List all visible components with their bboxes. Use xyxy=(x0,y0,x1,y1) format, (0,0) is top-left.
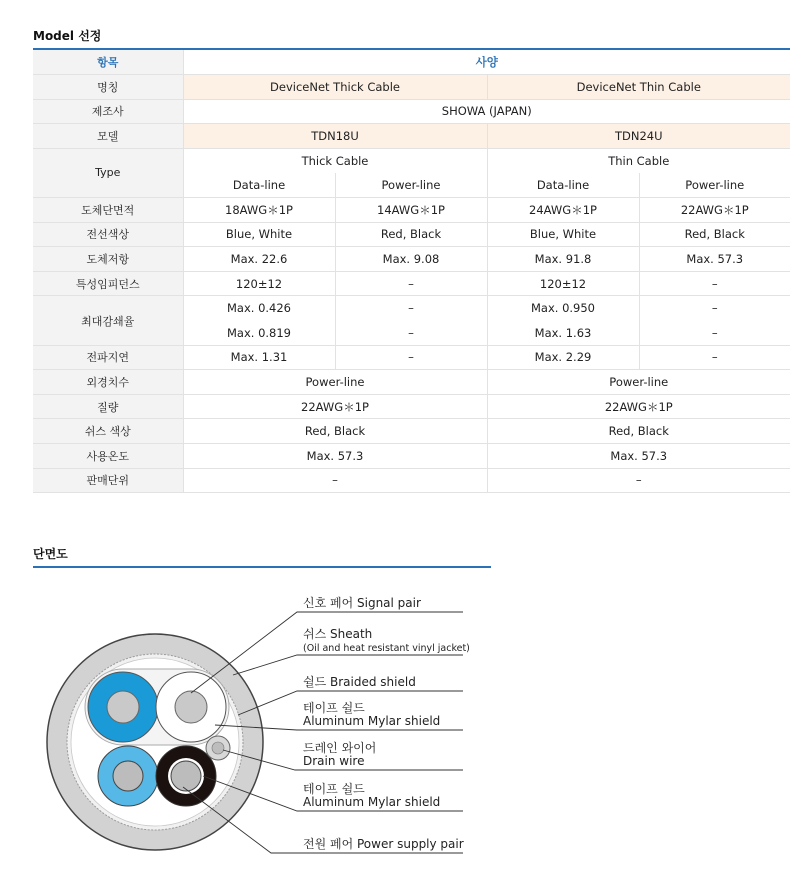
cell: Data-line xyxy=(183,173,335,198)
table-row-maker xyxy=(33,99,790,124)
label-signal-pair: 신호 페어 Signal pair xyxy=(303,596,421,610)
cell-thin: TDN24U xyxy=(487,124,790,149)
table-header-row xyxy=(33,50,790,75)
cell: 14AWG＊1P xyxy=(335,198,487,223)
table-row-type xyxy=(33,148,790,173)
row-label: 판매단위 xyxy=(33,468,183,493)
section-rule xyxy=(33,566,491,568)
cell: Red, Black xyxy=(639,222,790,247)
cell-maker: SHOWA (JAPAN) xyxy=(183,99,790,124)
cell: Blue, White xyxy=(487,222,639,247)
cell: Max. 1.63 xyxy=(487,321,639,346)
table-row-outer-dim xyxy=(33,370,790,395)
power-conductor xyxy=(171,761,201,791)
table-row-attenuation xyxy=(33,296,790,321)
cell-thin: 22AWG＊1P xyxy=(487,394,790,419)
table-row-model xyxy=(33,124,790,149)
cell: – xyxy=(335,296,487,321)
cell: Max. 1.31 xyxy=(183,345,335,370)
cell: Max. 9.08 xyxy=(335,247,487,272)
table-row-delay xyxy=(33,345,790,370)
row-label: 전파지연 xyxy=(33,345,183,370)
row-label: 도체저항 xyxy=(33,247,183,272)
cell: Power-line xyxy=(639,173,790,198)
cell: 120±12 xyxy=(487,271,639,296)
label-sheath-note: (Oil and heat resistant vinyl jacket) xyxy=(303,643,470,654)
row-label: 외경치수 xyxy=(33,370,183,395)
cell: Max. 2.29 xyxy=(487,345,639,370)
cell: 22AWG＊1P xyxy=(639,198,790,223)
signal-conductor xyxy=(175,691,207,723)
header-spec: 사양 xyxy=(183,50,790,75)
cable-cross-section-diagram xyxy=(33,575,493,865)
cell-thick: 22AWG＊1P xyxy=(183,394,487,419)
cell: – xyxy=(335,271,487,296)
row-label: 명칭 xyxy=(33,75,183,100)
row-label: 제조사 xyxy=(33,99,183,124)
table-row-conductor-area xyxy=(33,198,790,223)
cell: – xyxy=(335,345,487,370)
cell-thin: – xyxy=(487,468,790,493)
cell: Power-line xyxy=(335,173,487,198)
cell: Max. 57.3 xyxy=(639,247,790,272)
cell: – xyxy=(639,271,790,296)
drain-core xyxy=(212,742,224,754)
row-label: 쉬스 색상 xyxy=(33,419,183,444)
cell-thick: Power-line xyxy=(183,370,487,395)
table-row-impedance xyxy=(33,271,790,296)
label-tape-shield-2-ko: 테이프 쉴드 xyxy=(303,782,365,796)
label-drain-ko: 드레인 와이어 xyxy=(303,741,377,755)
label-tape-shield-en: Aluminum Mylar shield xyxy=(303,714,441,728)
cell-thin: DeviceNet Thin Cable xyxy=(487,75,790,100)
cell-thick: Red, Black xyxy=(183,419,487,444)
cell: 18AWG＊1P xyxy=(183,198,335,223)
row-label: 질량 xyxy=(33,394,183,419)
cell: Red, Black xyxy=(335,222,487,247)
row-label: 최대감쇄율 xyxy=(33,296,183,345)
cell-thick: TDN18U xyxy=(183,124,487,149)
table-row-name xyxy=(33,75,790,100)
spec-table xyxy=(33,50,790,493)
cell-thick: Max. 57.3 xyxy=(183,444,487,469)
cell: Max. 0.426 xyxy=(183,296,335,321)
row-label: Type xyxy=(33,148,183,197)
table-row-sheath-color xyxy=(33,419,790,444)
cell: Data-line xyxy=(487,173,639,198)
row-label: 특성임피던스 xyxy=(33,271,183,296)
row-label: 모델 xyxy=(33,124,183,149)
label-drain-en: Drain wire xyxy=(303,754,365,768)
table-row-temperature xyxy=(33,444,790,469)
cross-section-title: 단면도 xyxy=(33,547,68,561)
model-section-title: Model 선정 xyxy=(33,29,102,43)
power-conductor xyxy=(113,761,143,791)
cell-thick: Thick Cable xyxy=(183,148,487,173)
label-tape-shield-2-en: Aluminum Mylar shield xyxy=(303,795,441,809)
cell: Max. 22.6 xyxy=(183,247,335,272)
table-row-conductor-resistance xyxy=(33,247,790,272)
row-label: 사용온도 xyxy=(33,444,183,469)
cell: – xyxy=(639,296,790,321)
label-sheath: 쉬스 Sheath xyxy=(303,627,373,641)
cell-thick: DeviceNet Thick Cable xyxy=(183,75,487,100)
cell-thin: Max. 57.3 xyxy=(487,444,790,469)
cell: Max. 0.950 xyxy=(487,296,639,321)
row-label: 전선색상 xyxy=(33,222,183,247)
row-label: 도체단면적 xyxy=(33,198,183,223)
table-row-wire-color xyxy=(33,222,790,247)
signal-conductor xyxy=(107,691,139,723)
cell-thick: – xyxy=(183,468,487,493)
cell: 120±12 xyxy=(183,271,335,296)
cell: Max. 0.819 xyxy=(183,321,335,346)
cell-thin: Thin Cable xyxy=(487,148,790,173)
cell: – xyxy=(639,321,790,346)
table-row-sales-unit xyxy=(33,468,790,493)
cell: Blue, White xyxy=(183,222,335,247)
label-power-pair: 전원 페어 Power supply pair xyxy=(303,837,464,851)
cell: – xyxy=(335,321,487,346)
cell-thin: Red, Black xyxy=(487,419,790,444)
header-item: 항목 xyxy=(33,50,183,75)
label-braided-shield: 쉴드 Braided shield xyxy=(303,675,416,689)
cell-thin: Power-line xyxy=(487,370,790,395)
cell: – xyxy=(639,345,790,370)
label-tape-shield-ko: 테이프 쉴드 xyxy=(303,701,365,715)
cell: Max. 91.8 xyxy=(487,247,639,272)
cell: 24AWG＊1P xyxy=(487,198,639,223)
table-row-weight xyxy=(33,394,790,419)
